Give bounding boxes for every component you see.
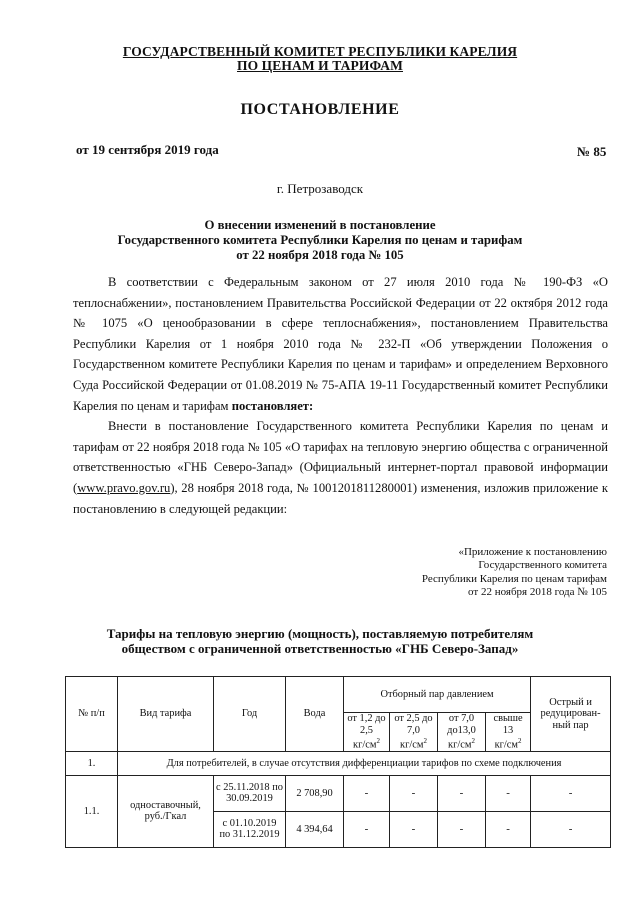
annex-line1: «Приложение к постановлению <box>458 546 607 558</box>
document-number: № 85 <box>577 144 607 159</box>
tariff-table <box>65 676 611 848</box>
row-water-value: 4 394,64 <box>286 811 344 847</box>
row-p3-value: - <box>438 811 486 847</box>
section-text: Для потребителей, в случае отсутствия дифференциации тарифов по схеме подключения <box>118 751 611 775</box>
table-row <box>66 775 611 811</box>
row-p3-value: - <box>438 775 486 811</box>
row-num: 1.1. <box>66 775 118 847</box>
preamble-text: В соответствии с Федеральным законом от 27 июля 2010 года № 190-ФЗ «О теплоснабжении», постановлением Правительства Российской Федерации от 22 октября 2012 года № 1075 «О ценообразовании в сфере теплоснабжения», постановлением Правительства Республики Карелия от 1 ноября 2010 года № 232-П «Об утверждении Положения о Государственном комитете Республики Карелия по ценам и тарифам» и определением Верховного Суда Российской Федерации от 01.08.2019 № 75-АПА 19-11 Государственный комитет Республики Карелия по ценам и тарифам <box>73 275 608 413</box>
header-steam-group: Отборный пар давлением <box>344 677 531 713</box>
row-p1-value: - <box>344 775 390 811</box>
decree-word: постановляет: <box>231 398 314 413</box>
pravo-link[interactable]: www.pravo.gov.ru <box>77 480 171 495</box>
header-pressure-1: от 1,2 до 2,5 $кг/см^2$ <box>344 713 390 752</box>
header-num: № п/п <box>66 677 118 752</box>
row-sharp-value: - <box>531 775 611 811</box>
header-water: Вода <box>286 677 344 752</box>
document-date: от 19 сентября 2019 года <box>76 142 219 157</box>
document-type: ПОСТАНОВЛЕНИЕ <box>240 101 400 118</box>
row-water-value: 2 708,90 <box>286 775 344 811</box>
annex-line3: Республики Карелия по ценам тарифам <box>421 572 607 585</box>
table-title-line1: Тарифы на тепловую энергию (мощность), поставляемую потребителям <box>106 626 534 641</box>
subject-line3: от 22 ноября 2018 года № 105 <box>236 248 404 262</box>
row-sharp-value: - <box>531 811 611 847</box>
row-tariff-type: одноставочный, руб./Гкал <box>118 775 214 847</box>
table-title <box>0 626 640 656</box>
committee-name-line2: ПО ЦЕНАМ И ТАРИФАМ <box>237 58 403 73</box>
row-p2-value: - <box>390 811 438 847</box>
row-p1-value: - <box>344 811 390 847</box>
annex-line2: Государственного комитета <box>478 559 607 572</box>
row-p2-value: - <box>390 775 438 811</box>
city: г. Петрозаводск <box>276 181 364 196</box>
subject-line2: Государственного комитета Республики Карелия по ценам и тарифам <box>117 233 523 247</box>
row-period: с 25.11.2018 по 30.09.2019 <box>214 775 286 811</box>
row-p4-value: - <box>486 775 531 811</box>
annex-reference <box>347 546 607 600</box>
subject <box>0 218 640 263</box>
header-sharp-steam: Острый и редуцирован-ный пар <box>531 677 611 752</box>
annex-line4: от 22 ноября 2018 года № 105 <box>468 586 607 599</box>
row-period: с 01.10.2019 по 31.12.2019 <box>214 811 286 847</box>
resolution-text-2: ), 28 ноября 2018 года, № 1001201811280001) изменения, изложив приложение к постановлению в следующей редакции: <box>73 480 608 516</box>
table-section-row <box>66 751 611 775</box>
table-header-row-1 <box>66 677 611 713</box>
header-year: Год <box>214 677 286 752</box>
resolution-text-1: Внести в постановление Государственного комитета Республики Карелия по ценам и тарифам от 22 ноября 2018 года № 105 «О тарифах на тепловую энергию общества с ограниченной ответственностью «ГНБ Северо-Запад» (Официальный интернет-портал правовой информации ( <box>73 419 608 495</box>
paragraph-preamble <box>73 272 608 416</box>
header-pressure-4: свыше 13 $кг/см^2$ <box>486 713 531 752</box>
row-p4-value: - <box>486 811 531 847</box>
header-pressure-2: от 2,5 до 7,0 $кг/см^2$ <box>390 713 438 752</box>
paragraph-resolution <box>73 416 608 519</box>
table-title-line2: обществом с ограниченной ответственностью «ГНБ Северо-Запад» <box>121 641 519 656</box>
header-pressure-3: от 7,0 до13,0 $кг/см^2$ <box>438 713 486 752</box>
body-text <box>73 272 608 519</box>
section-num: 1. <box>66 751 118 775</box>
subject-line1: О внесении изменений в постановление <box>204 218 436 232</box>
header-tariff-type: Вид тарифа <box>118 677 214 752</box>
committee-name-line1: ГОСУДАРСТВЕННЫЙ КОМИТЕТ РЕСПУБЛИКИ КАРЕЛИЯ <box>122 44 518 59</box>
